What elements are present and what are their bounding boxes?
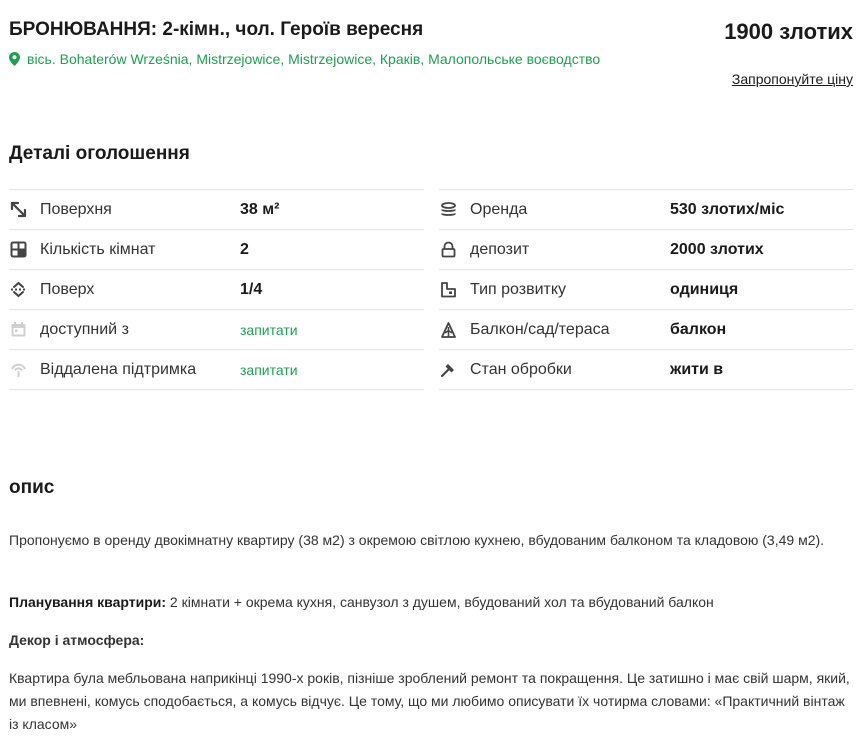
description-paragraph-2: [9, 591, 854, 614]
detail-value: жити в: [670, 360, 724, 378]
detail-value: 1/4: [240, 280, 263, 298]
description-paragraph-4: Квартира була мебльована наприкінці 1990-х років, пізніше зроблений ремонт та покращення. Це затишно і має свій шарм, який, ми впевнені, комусь сподобається, а комусь відчує. Це тому, що ми любимо описувати їх чотирма словами: «Практичний вінтаж із класом»: [9, 670, 850, 732]
details-right-column: [439, 189, 854, 390]
detail-value: 2000 злотих: [670, 240, 764, 258]
description-decor-heading: Декор і атмосфера:: [9, 632, 145, 648]
detail-label: депозит: [470, 240, 530, 258]
detail-label: Кількість кімнат: [40, 240, 156, 258]
area-icon: [10, 201, 27, 218]
detail-value: 530 злотих/міс: [670, 200, 785, 218]
layout-heading: Планування квартири:: [9, 594, 167, 610]
detail-label: Балкон/сад/тераса: [470, 320, 610, 338]
description-paragraph-1: Пропонуємо в оренду двокімнатну квартиру (38 м2) з окремою світлою кухнею, вбудованим балконом та кладовою (3,49 м2).: [9, 532, 825, 548]
rooms-icon: [10, 241, 27, 258]
calendar-icon: [10, 321, 27, 338]
remote-icon: [10, 361, 27, 378]
offer-price-link[interactable]: Запропонуйте ціну: [731, 71, 853, 87]
detail-label: Віддалена підтримка: [40, 360, 197, 378]
detail-label: Оренда: [470, 200, 528, 218]
detail-value: одиниця: [670, 280, 739, 298]
balcony-icon: [440, 321, 457, 338]
location-text: вісь. Bohaterów Września, Mistrzejowice, Mistrzejowice, Краків, Малопольське воєводство: [27, 51, 601, 67]
description-title: опис: [9, 477, 55, 498]
detail-value: 38 м²: [240, 200, 280, 218]
finish-icon: [440, 361, 457, 378]
detail-row-deposit: [439, 230, 854, 270]
detail-value: 2: [240, 240, 249, 258]
location[interactable]: [9, 51, 600, 67]
floor-icon: [10, 281, 27, 298]
map-pin-icon: [9, 52, 20, 66]
detail-row-balcony: [439, 310, 854, 350]
rent-icon: [440, 201, 457, 218]
details-left-column: [9, 189, 424, 390]
detail-row-floor: [9, 270, 424, 310]
building-type-icon: [440, 281, 457, 298]
detail-label: доступний з: [40, 320, 129, 338]
detail-value: балкон: [670, 320, 727, 338]
deposit-icon: [440, 241, 457, 258]
detail-row-building-type: [439, 270, 854, 310]
layout-text: 2 кімнати + окрема кухня, санвузол з душем, вбудований хол та вбудований балкон: [166, 594, 714, 610]
ask-link[interactable]: запитати: [240, 321, 298, 338]
detail-row-rooms: [9, 230, 424, 270]
detail-row-rent: [439, 190, 854, 230]
price: 1900 злотих: [724, 19, 853, 44]
detail-row-finish: [439, 350, 854, 390]
detail-row-remote: [9, 350, 424, 390]
detail-row-available: [9, 310, 424, 350]
detail-label: Поверхня: [40, 200, 112, 218]
detail-label: Стан обробки: [470, 360, 572, 378]
details-title: Деталі оголошення: [9, 143, 190, 164]
detail-label: Тип розвитку: [470, 280, 567, 298]
ask-link[interactable]: запитати: [240, 361, 298, 378]
detail-label: Поверх: [40, 280, 95, 298]
detail-row-area: [9, 190, 424, 230]
listing-title: БРОНЮВАННЯ: 2-кімн., чол. Героїв вересня: [9, 19, 424, 40]
